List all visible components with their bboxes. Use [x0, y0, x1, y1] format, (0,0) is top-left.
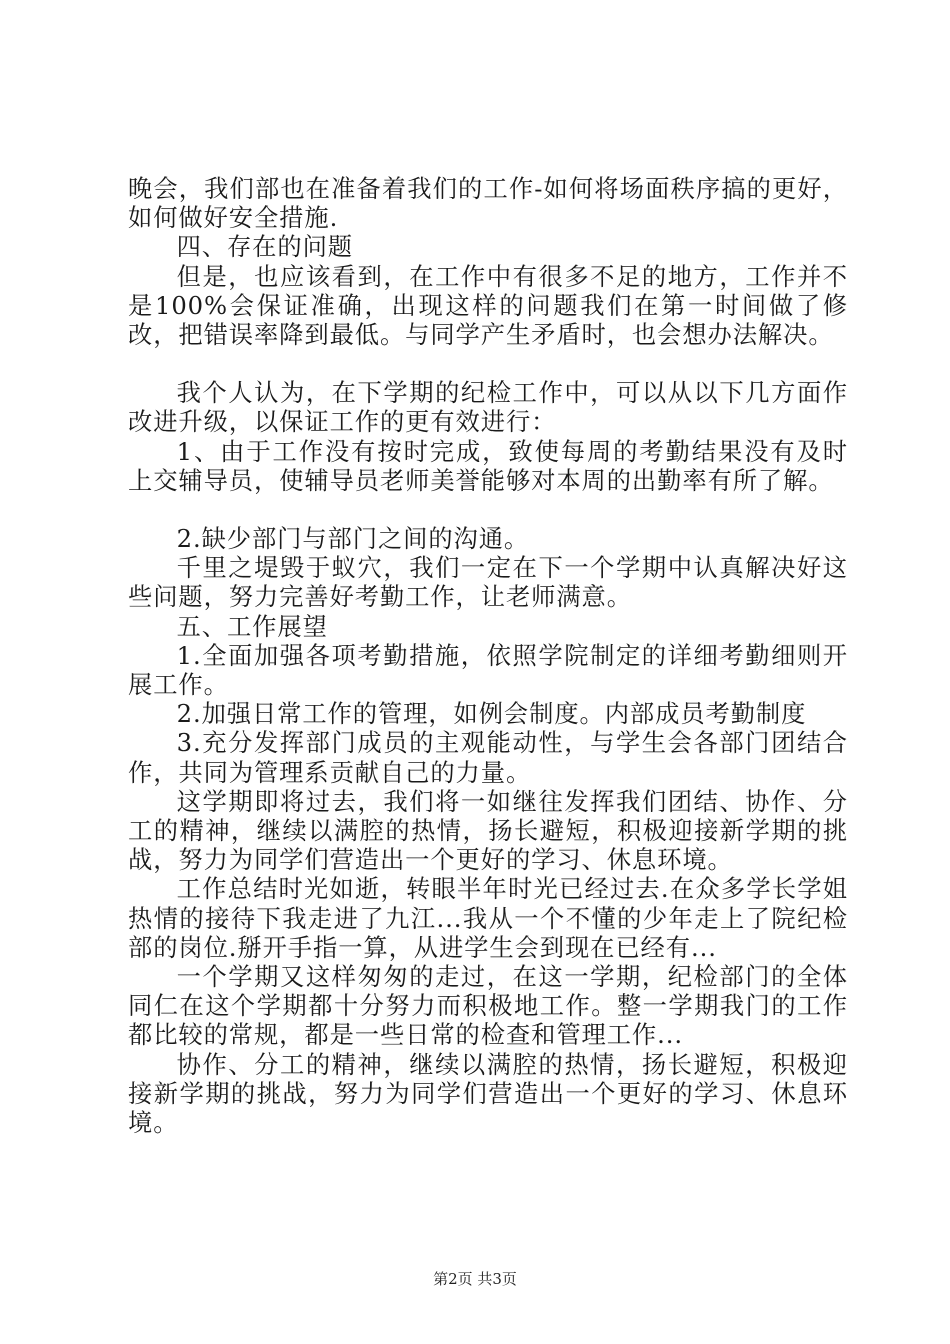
section-heading: 五、工作展望 — [176, 611, 328, 641]
list-item: 1、由于工作没有按时完成，致使每周的考勤结果没有及时上交辅导员，使辅导员老师美誉能够对本周的出勤率有所了解。 — [128, 436, 848, 495]
blank-line — [128, 495, 848, 524]
paragraph: 千里之堤毁于蚁穴，我们一定在下一个学期中认真解决好这些问题，努力完善好考勤工作，让老师满意。 — [128, 553, 848, 612]
list-item: 2.缺少部门与部门之间的沟通。 — [176, 524, 530, 554]
page-footer: 第2页 共3页 — [433, 1270, 517, 1288]
paragraph: 我个人认为，在下学期的纪检工作中，可以从以下几方面作改进升级，以保证工作的更有效进行： — [128, 378, 848, 437]
paragraph: 一个学期又这样匆匆的走过，在这一学期，纪检部门的全体同仁在这个学期都十分努力而积极地工作。整一学期我门的工作都比较的常规，都是一些日常的检查和管理工作... — [128, 962, 848, 1050]
paragraph: 工作总结时光如逝，转眼半年时光已经过去.在众多学长学姐热情的接待下我走进了九江...我从一个不懂的少年走上了院纪检部的岗位.掰开手指一算，从进学生会到现在已经有... — [128, 874, 848, 962]
paragraph: 晚会，我们部也在准备着我们的工作-如何将场面秩序搞的更好，如何做好安全措施. — [128, 174, 848, 233]
section-heading: 四、存在的问题 — [176, 232, 353, 262]
document-body — [128, 174, 848, 1137]
paragraph: 这学期即将过去，我们将一如继往发挥我们团结、协作、分工的精神，继续以满腔的热情，扬长避短，积极迎接新学期的挑战，努力为同学们营造出一个更好的学习、休息环境。 — [128, 786, 848, 875]
list-item: 3.充分发挥部门成员的主观能动性，与学生会各部门团结合作，共同为管理系贡献自己的力量。 — [128, 728, 848, 787]
blank-line — [128, 349, 848, 378]
list-item: 2.加强日常工作的管理，如例会制度。内部成员考勤制度 — [176, 699, 807, 729]
list-item: 1.全面加强各项考勤措施，依照学院制定的详细考勤细则开展工作。 — [128, 640, 848, 700]
paragraph: 但是，也应该看到，在工作中有很多不足的地方，工作并不是100%会保证准确，出现这样的问题我们在第一时间做了修改，把错误率降到最低。与同学产生矛盾时，也会想办法解决。 — [128, 261, 848, 350]
paragraph: 协作、分工的精神，继续以满腔的热情，扬长避短，积极迎接新学期的挑战，努力为同学们营造出一个更好的学习、休息环境。 — [128, 1049, 848, 1138]
